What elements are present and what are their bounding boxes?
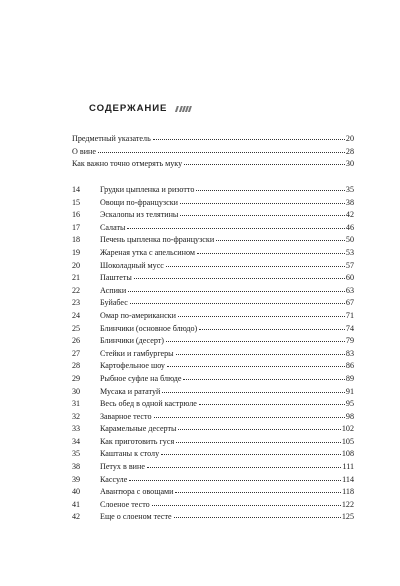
entry-title: Как приготовить гуся [100, 436, 175, 446]
entry-title: Слоеное тесто [100, 499, 150, 509]
dot-leader [167, 357, 345, 367]
entry-title: Блинчики (основное блюдо) [100, 323, 198, 333]
page-number: 105 [341, 436, 354, 446]
page-number: 118 [342, 487, 354, 497]
dot-leader [127, 219, 344, 229]
page-number: 98 [345, 411, 354, 421]
entry-title: Петух в вине [100, 462, 145, 472]
entry-title: Буйабес [100, 298, 128, 308]
page-number: 125 [341, 512, 354, 522]
entry-title: Рыбное суфле на блюде [100, 373, 182, 383]
chapter-number: 29 [72, 373, 81, 383]
page-number: 102 [341, 424, 354, 434]
chapter-number: 21 [72, 273, 81, 283]
entry-title: Еще о слоеном тесте [100, 512, 172, 522]
dot-leader [199, 395, 345, 405]
chapter-number: 30 [72, 386, 81, 396]
dot-leader [134, 269, 345, 279]
page-number: 46 [345, 222, 354, 232]
entry-title: Стейки и гамбургеры [100, 348, 174, 358]
entry-title: Печень цыпленка по-французски [100, 235, 215, 245]
page-number: 91 [345, 386, 354, 396]
chapter-number: 15 [72, 197, 81, 207]
page-number: 71 [345, 310, 354, 320]
chapter-number: 31 [72, 399, 81, 409]
entry-title: Омар по-американски [100, 310, 176, 320]
chapter-number: 41 [72, 499, 81, 509]
entry-title: Авантюра с овощами [100, 487, 174, 497]
dot-leader [174, 508, 341, 518]
entry-title: Салаты [100, 222, 126, 232]
entry-title: Овощи по-французски [100, 197, 178, 207]
decorative-strokes-icon [176, 106, 190, 112]
page-number: 83 [345, 348, 354, 358]
front-matter-entry[interactable] [72, 156, 354, 169]
chapter-number: 42 [72, 512, 81, 522]
entry-title: Как важно точно отмерять муку [72, 159, 183, 169]
dot-leader [98, 143, 345, 153]
dot-leader [178, 420, 340, 430]
chapter-number: 28 [72, 361, 81, 371]
page-number: 42 [345, 210, 354, 220]
dot-leader [197, 244, 345, 254]
page-number: 63 [345, 285, 354, 295]
dot-leader [153, 130, 345, 140]
chapter-number: 40 [72, 487, 81, 497]
page-number: 57 [345, 260, 354, 270]
page-number: 28 [345, 146, 354, 156]
chapter-number: 23 [72, 298, 81, 308]
chapter-number: 38 [72, 462, 81, 472]
dot-leader [183, 370, 344, 380]
entry-title: Эскалопы из телятины [100, 210, 179, 220]
chapter-number: 34 [72, 436, 81, 446]
page-number: 111 [342, 462, 354, 472]
dot-leader [176, 345, 345, 355]
page-title: СОДЕРЖАНИЕ [89, 103, 168, 114]
page-number: 95 [345, 399, 354, 409]
chapter-number: 22 [72, 285, 81, 295]
toc-entry[interactable] [72, 509, 354, 522]
dot-leader [154, 408, 345, 418]
page-number: 50 [345, 235, 354, 245]
entry-title: Аспики [100, 285, 127, 295]
entry-title: Шоколадный мусс [100, 260, 164, 270]
chapter-number: 27 [72, 348, 81, 358]
chapter-number: 16 [72, 210, 81, 220]
page-number: 122 [341, 499, 354, 509]
page-number: 79 [345, 336, 354, 346]
dot-leader [162, 383, 345, 393]
dot-leader [129, 471, 341, 481]
dot-leader [175, 483, 341, 493]
chapter-number: 33 [72, 424, 81, 434]
dot-leader [216, 231, 345, 241]
dot-leader [199, 320, 345, 330]
dot-leader [166, 332, 345, 342]
dot-leader [152, 496, 341, 506]
entry-title: Жареная утка с апельсином [100, 247, 195, 257]
dot-leader [180, 206, 345, 216]
page-number: 20 [345, 134, 354, 143]
entry-title: Карамельные десерты [100, 424, 177, 434]
chapter-number: 20 [72, 260, 81, 270]
chapter-number: 17 [72, 222, 81, 232]
chapter-list [72, 182, 354, 522]
chapter-number: 35 [72, 449, 81, 459]
page-number: 89 [345, 373, 354, 383]
chapter-number: 25 [72, 323, 81, 333]
entry-title: Паштеты [100, 273, 132, 283]
dot-leader [147, 458, 342, 468]
dot-leader [128, 282, 345, 292]
page-number: 74 [345, 323, 354, 333]
dot-leader [178, 307, 345, 317]
dot-leader [184, 155, 345, 165]
chapter-number: 26 [72, 336, 81, 346]
dot-leader [166, 257, 345, 267]
entry-title: Картофельное шоу [100, 361, 165, 371]
chapter-number: 24 [72, 310, 81, 320]
dot-leader [176, 433, 341, 443]
page-number: 53 [345, 247, 354, 257]
entry-title: О вине [72, 146, 96, 156]
entry-title: Блинчики (десерт) [100, 336, 164, 346]
chapter-number: 19 [72, 247, 81, 257]
toc-heading [89, 103, 191, 114]
dot-leader [196, 181, 345, 191]
entry-title: Кассуле [100, 474, 128, 484]
entry-title: Грудки цыпленка и ризотто [100, 185, 195, 194]
dot-leader [161, 445, 341, 455]
dot-leader [180, 194, 345, 204]
page-number: 30 [345, 159, 354, 169]
page-number: 114 [342, 474, 354, 484]
page-number: 35 [345, 185, 354, 194]
entry-title: Мусака и рататуй [100, 386, 161, 396]
entry-title: Предметный указатель [72, 134, 151, 143]
page-number: 108 [341, 449, 354, 459]
chapter-number: 14 [72, 185, 81, 194]
entry-title: Каштаны к столу [100, 449, 160, 459]
page-number: 38 [345, 197, 354, 207]
dot-leader [130, 294, 345, 304]
entry-title: Заварное тесто [100, 411, 152, 421]
chapter-number: 18 [72, 235, 81, 245]
entry-title: Весь обед в одной кастрюле [100, 399, 197, 409]
chapter-number: 32 [72, 411, 81, 421]
page-number: 67 [345, 298, 354, 308]
page-number: 86 [345, 361, 354, 371]
chapter-number: 39 [72, 474, 81, 484]
page-number: 60 [345, 273, 354, 283]
front-matter-list [72, 131, 354, 169]
